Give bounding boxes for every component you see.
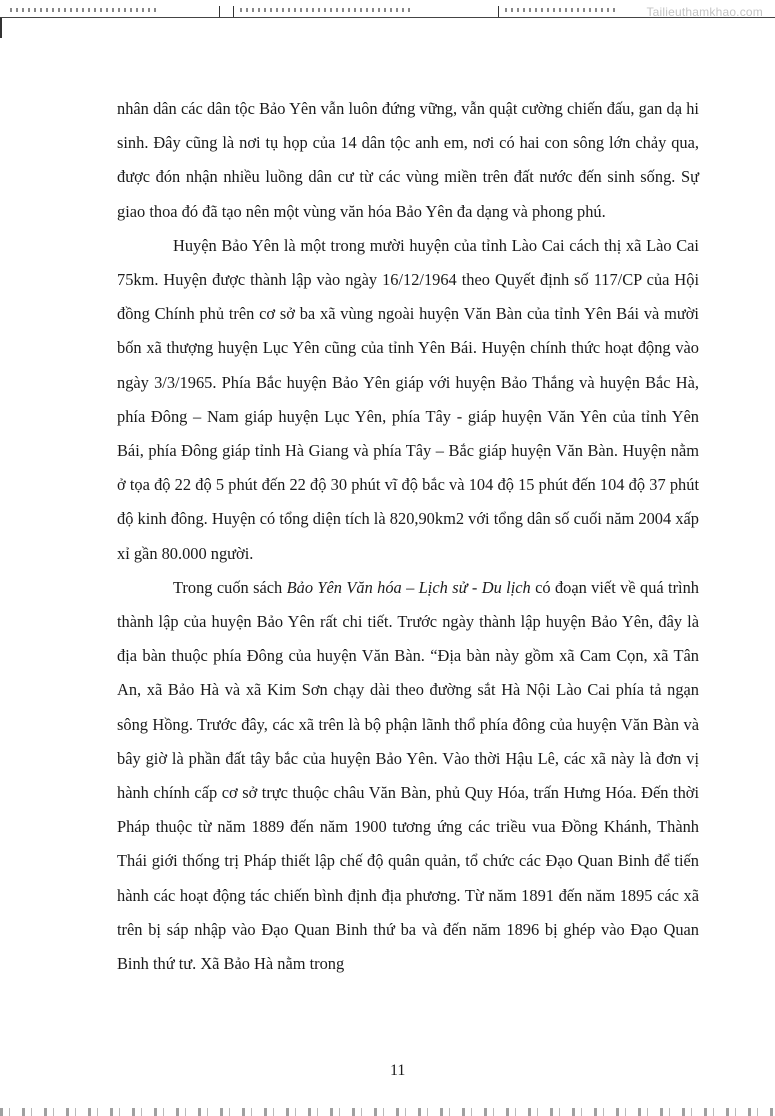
book-title: Bảo Yên Văn hóa – Lịch sử - Du lịch [286, 577, 531, 597]
document-body [117, 92, 699, 981]
scan-noise [240, 8, 410, 12]
scan-noise [10, 8, 160, 12]
scan-footer-artifacts [0, 1108, 775, 1116]
scan-noise [505, 8, 615, 12]
paragraph-2: Huyện Bảo Yên là một trong mười huyện của tỉnh Lào Cai cách thị xã Lào Cai 75km. Huyện được thành lập vào ngày 16/12/1964 theo Quyết định số 117/CP của Hội đồng Chính phủ trên cơ sở ba xã vùng ngoài huyện Văn Bàn của tỉnh Yên Bái và mười bốn xã thượng huyện Lục Yên cũng của tỉnh Yên Bái. Huyện chính thức hoạt động vào ngày 3/3/1965. Phía Bắc huyện Bảo Yên giáp với huyện Bảo Thắng và huyện Bắc Hà, phía Đông – Nam giáp huyện Lục Yên, phía Tây - giáp huyện Văn Yên của tỉnh Yên Bái, phía Đông giáp tỉnh Hà Giang và phía Tây – Bắc giáp huyện Văn Bàn. Huyện nằm ở tọa độ 22 độ 5 phút đến 22 độ 30 phút vĩ độ bắc và 104 độ 15 phút đến 104 độ 37 phút độ kinh đông. Huyện có tổng diện tích là 820,90km2 với tổng dân số cuối năm 2004 xấp xỉ gần 80.000 người. [117, 235, 699, 563]
paragraph-3-lead: Trong cuốn sách [173, 577, 287, 597]
paragraph-3 [117, 571, 699, 981]
paragraph-3-body: có đoạn viết về quá trình thành lập của huyện Bảo Yên rất chi tiết. Trước ngày thành lập huyện Bảo Yên, đây là địa bàn thuộc phía Đông của huyện Văn Bàn. “Địa bàn này gồm xã Cam Cọn, xã Tân An, xã Bảo Hà và xã Kim Sơn chạy dài theo đường sắt Hà Nội Lào Cai phía tả ngạn sông Hồng. Trước đây, các xã trên là bộ phận lãnh thổ phía đông của huyện Văn Bàn và bây giờ là phần đất tây bắc của huyện Bảo Yên. Vào thời Hậu Lê, các xã này là đơn vị hành chính cấp cơ sở trực thuộc châu Văn Bàn, phủ Quy Hóa, trấn Hưng Hóa. Đến thời Pháp thuộc từ năm 1889 đến năm 1900 tương ứng các triều vua Đồng Khánh, Thành Thái giới thống trị Pháp thiết lập chế độ quân quản, tổ chức các Đạo Quan Binh để tiến hành các hoạt động tác chiến bình định địa phương. Từ năm 1891 đến năm 1895 các xã trên bị sáp nhập vào Đạo Quan Binh thứ ba và đến năm 1896 bị ghép vào Đạo Quan Binh thứ tư. Xã Bảo Hà nằm trong [117, 577, 699, 974]
paragraph-1: nhân dân các dân tộc Bảo Yên vẫn luôn đứng vững, vẫn quật cường chiến đấu, gan dạ hi sinh. Đây cũng là nơi tụ họp của 14 dân tộc anh em, nơi có hai con sông lớn chảy qua, được đón nhận nhiều luồng dân cư từ các vùng miền trên đất nước đến sinh sống. Sự giao thoa đó đã tạo nên một vùng văn hóa Bảo Yên đa dạng và phong phú. [117, 99, 699, 221]
page-corner-mark [0, 18, 2, 38]
watermark: Tailieuthamkhao.com [646, 5, 763, 19]
page-number: 11 [390, 1062, 406, 1079]
